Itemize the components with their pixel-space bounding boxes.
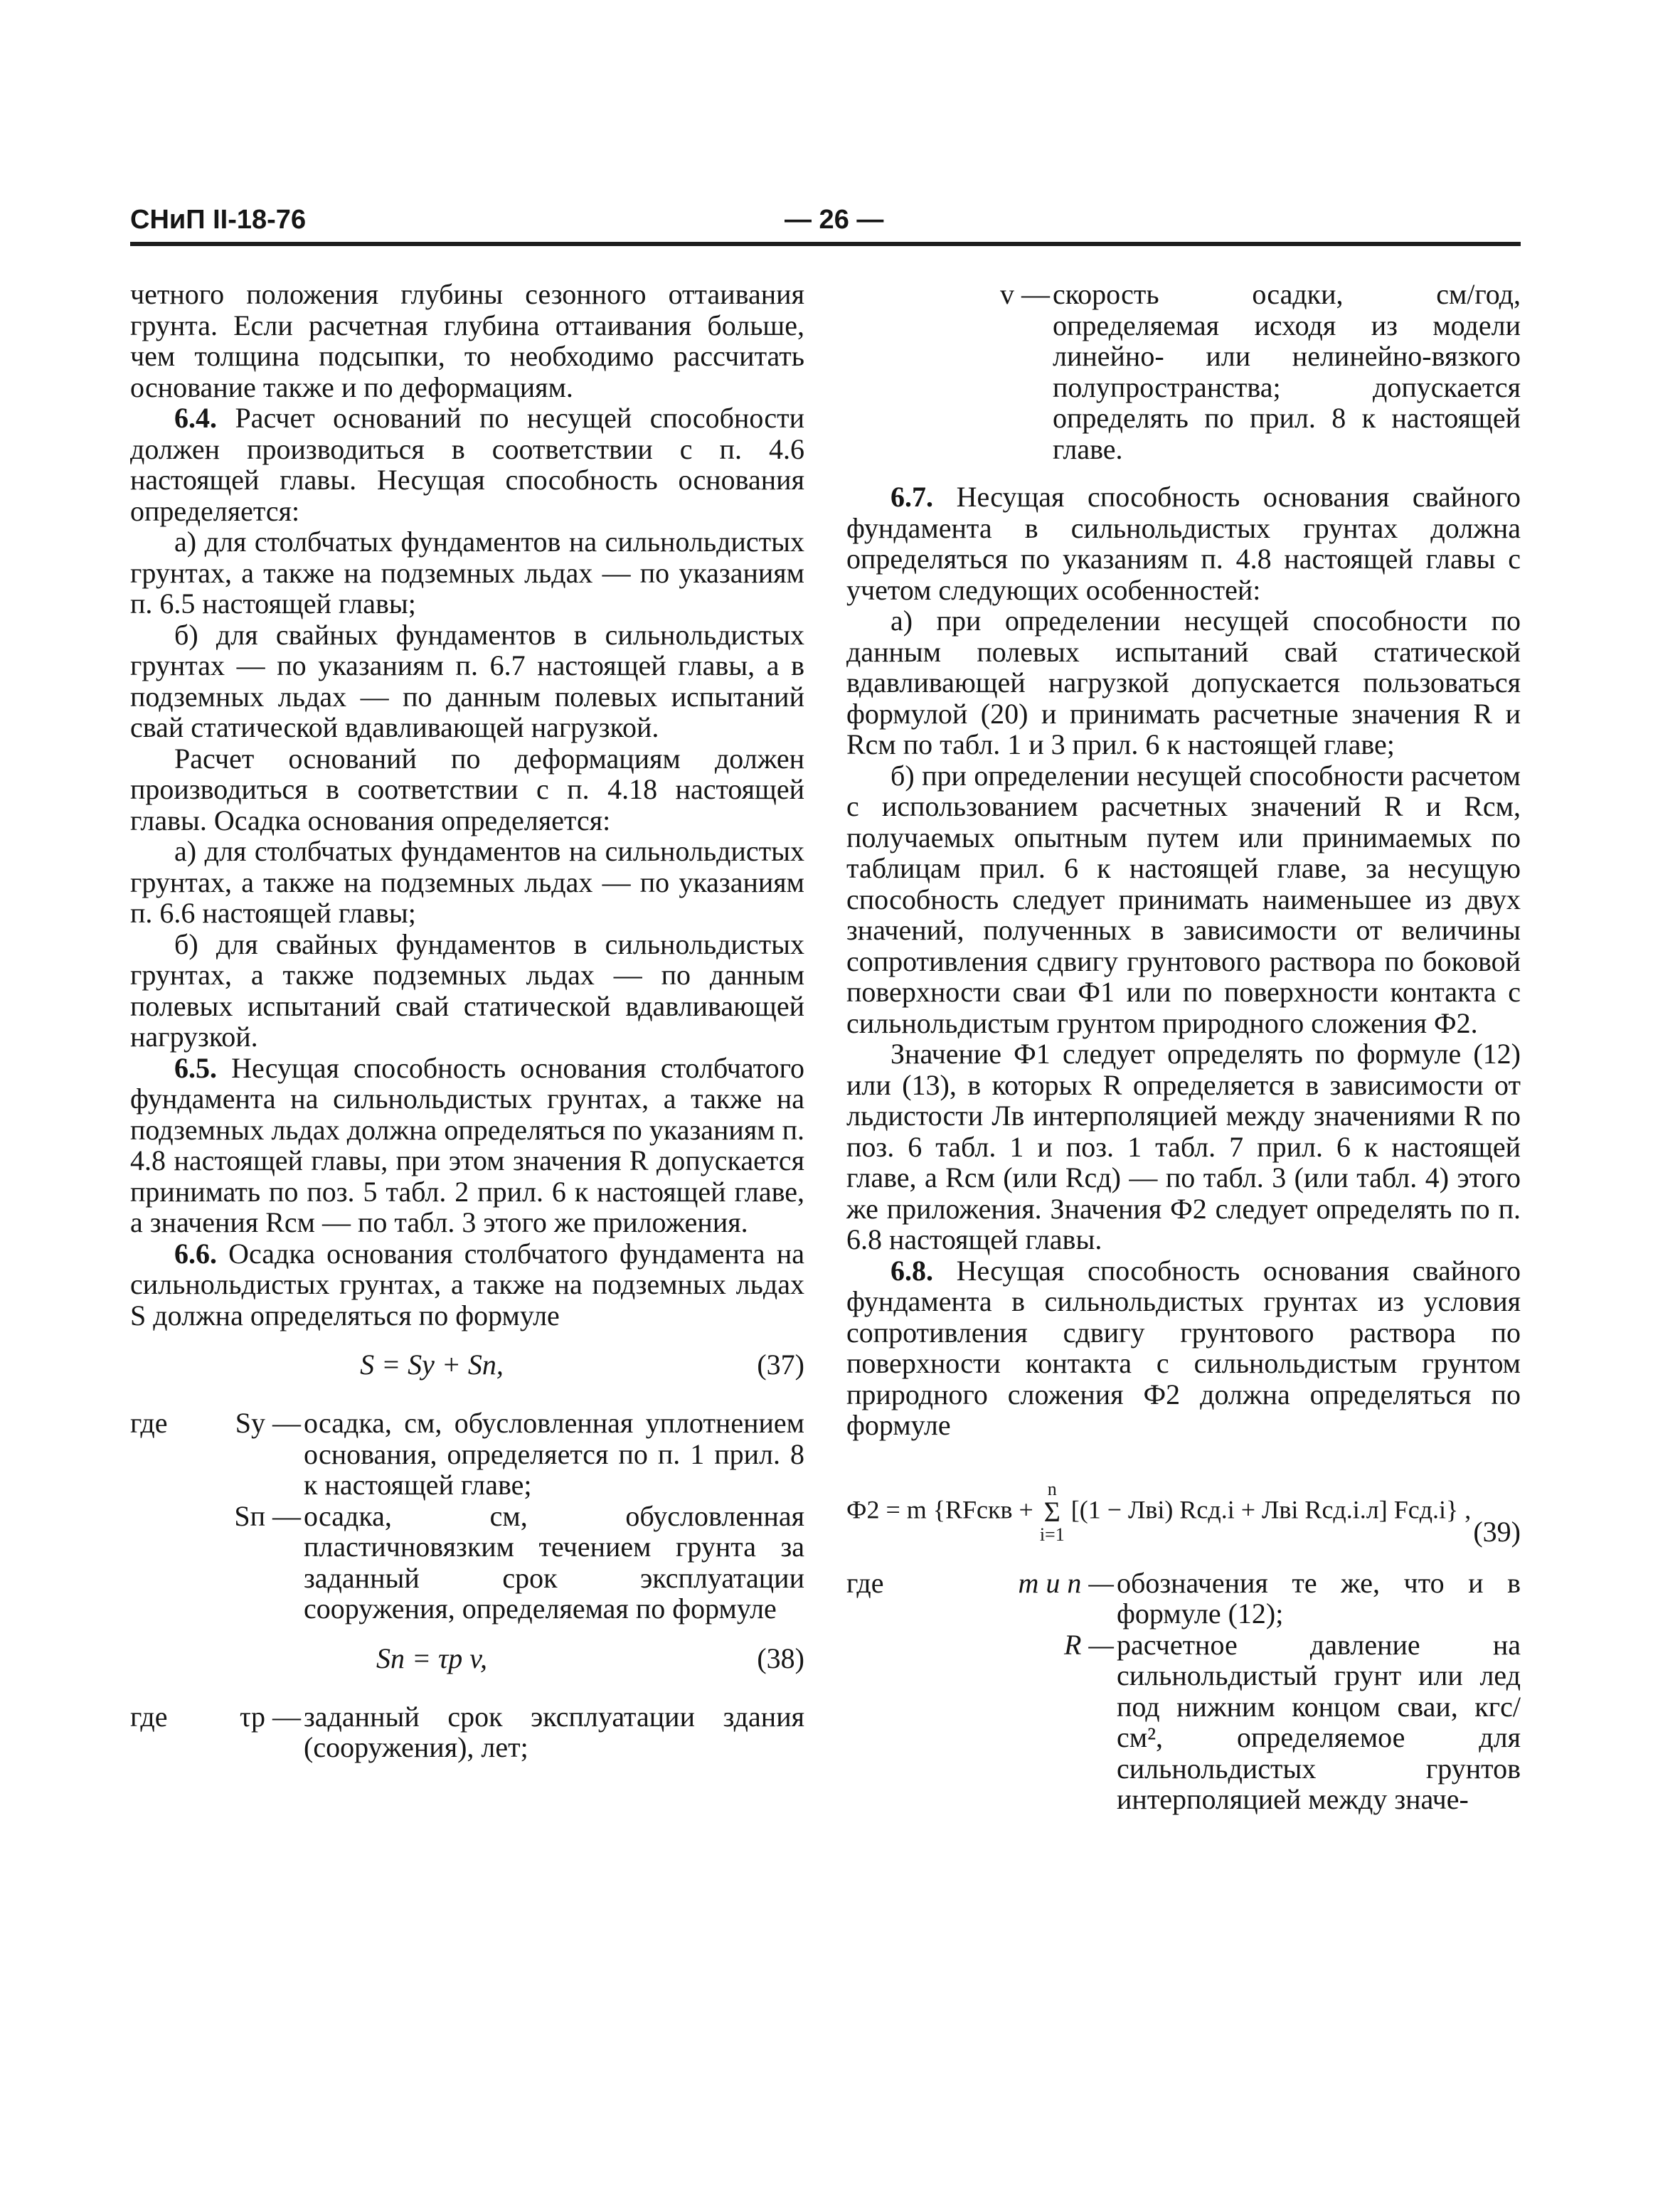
right-column [846,279,1521,1815]
sum-lower: i=1 [1039,1524,1065,1545]
definition-text: заданный срок эксплуатации здания (сооружения), лет; [304,1700,804,1763]
paragraph: а) для столбчатых фундаментов на сильнольдистых грунтах, а также на подземных льдах — по указаниям п. 6.5 настоящей главы; [130,526,804,620]
definition-symbol: m и n — [1018,1566,1114,1599]
definition-text: осадка, см, обусловленная пластичновязким течением грунта за заданный срок эксплуатации сооружения, определяемая по формуле [304,1499,804,1625]
section-text: Несущая способность основания столбчатого фундамента на сильнольдистых грунтах, а также на подземных льдах должна определяться по указаниям п. 4.8 настоящей главы, при этом значения R допускается принимать по поз. 5 табл. 2 прил. 6 к настоящей главе, а значения Rсм — по табл. 3 этого же приложения. [130,1051,805,1238]
where-word: где [846,1566,884,1599]
formula-number: (38) [757,1642,804,1674]
section-6-5 [130,1053,804,1238]
formula-left: Ф2 = m {RFскв + [846,1494,1033,1524]
definition-symbol: R — [1064,1628,1114,1661]
page-header [130,205,1521,248]
paragraph: а) при определении несущей способности по данным полевых испытаний свай статической вдавливающей нагрузкой допускается пользоваться формулой (20) и принимать расчетные значения R и Rсм по табл. 1 и 3 прил. 6 к настоящей главе; [846,605,1521,760]
paragraph: б) для свайных фундаментов в сильнольдистых грунтах, а также подземных льдах — по данным полевых испытаний свай статической вдавливающей нагрузкой. [130,927,804,1053]
sum-operator [1039,1478,1065,1545]
definition-symbol: Sп — [234,1499,301,1532]
left-column [130,279,804,1763]
formula-text: Sп = τр v, [376,1642,488,1674]
sum-sign: Σ [1043,1495,1060,1528]
paragraph: б) для свайных фундаментов в сильнольдистых грунтах — по указаниям п. 6.7 настоящей главы, а в подземных льдах — по данным полевых испытаний свай статической вдавливающей нагрузкой. [130,618,804,743]
section-number: 6.6. [174,1237,217,1270]
definition-r [846,1630,1521,1815]
formula-text [846,1478,1472,1545]
section-text: Несущая способность основания свайного фундамента в сильнольдистых грунтах должна определяться по указаниям п. 4.8 настоящей главы с учетом следующих особенностей: [846,481,1521,606]
section-number: 6.5. [174,1051,217,1084]
definition-text: обозначения те же, что и в формуле (12); [1117,1566,1521,1630]
definition-text: расчетное давление на сильнольдистый грунт или лед под нижним концом сваи, кгс/см², определяемое для сильнольдистых грунтов интерполяцией между значе- [1117,1628,1521,1815]
section-text: Осадка основания столбчатого фундамента на сильнольдистых грунтах, а также на подземных льдах S должна определяться по формуле [130,1237,804,1331]
formula-number: (39) [1473,1515,1521,1548]
formula-37 [130,1349,804,1389]
section-number: 6.8. [890,1254,933,1287]
section-6-7 [846,482,1521,605]
definition-v [846,279,1521,464]
definition-text: скорость осадки, см/год, определяемая исходя из модели линейно- или нелинейно-вязкого полупространства; допускается определять по прил. 8 к настоящей главе. [1053,278,1521,465]
page-number: — 26 — [785,205,884,235]
formula-38 [130,1643,804,1683]
formula-text: S = Sу + Sп, [360,1349,504,1381]
section-number: 6.4. [174,402,217,434]
where-word: где [130,1700,168,1733]
paragraph: Значение Ф1 следует определять по формуле (12) или (13), в которых R определяется в зависимости от льдистости Лв интерполяцией между значениями R по поз. 6 табл. 1 и поз. 1 табл. 7 прил. 6 к настоящей главе, а Rсм (или Rсд) — по табл. 3 (или табл. 4) этого же приложения. Значения Ф2 следует определять по п. 6.8 настоящей главы. [846,1038,1521,1255]
section-6-6 [130,1238,804,1331]
definition-symbol: v — [1000,278,1050,310]
paragraph-continuation: четного положения глубины сезонного оттаивания грунта. Если расчетная глубина оттаивания больше, чем толщина подсыпки, то необходимо рассчитать основание также и по деформациям. [130,278,804,403]
paragraph: б) при определении несущей способности расчетом с использованием расчетных значений R и Rсм, получаемых опытным путем или принимаемых по таблицам прил. 6 к настоящей главе, за несущую способность следует принимать наименьшее из двух значений, полученных в зависимости от величины сопротивления сдвигу грунтового раствора по боковой поверхности сваи Ф1 или по поверхности контакта с сильнольдистым грунтом природного сложения Ф2. [846,759,1521,1039]
definition-tau [130,1701,804,1763]
sum-upper: n [1047,1478,1057,1499]
section-text: Несущая способность основания свайного фундамента в сильнольдистых грунтах из условия сопротивления сдвигу грунтового раствора по поверхности контакта с сильнольдистым грунтом природного сложения Ф2 должна определяться по формуле [846,1254,1521,1441]
section-number: 6.7. [890,481,933,513]
where-word: где [130,1407,168,1439]
formula-right: [(1 − Лвi) Rсд.i + Лвi Rсд.i.л] Fсд.i} , [1070,1494,1472,1524]
definition-symbol: τр — [239,1700,301,1733]
section-text: Расчет оснований по несущей способности должен производиться в соответствии с п. 4.6 настоящей главы. Несущая способность основания определяется: [130,402,804,527]
document-code: СНиП II-18-76 [130,205,307,235]
paragraph: Расчет оснований по деформациям должен производиться в соответствии с п. 4.18 настоящей главы. Осадка основания определяется: [130,742,804,836]
paragraph: а) для столбчатых фундаментов на сильнольдистых грунтах, а также на подземных льдах — по указаниям п. 6.6 настоящей главы; [130,835,804,929]
formula-number: (37) [757,1349,804,1381]
definition-text: осадка, см, обусловленная уплотнением основания, определяется по п. 1 прил. 8 к настоящей главе; [304,1407,804,1501]
section-6-4 [130,403,804,526]
definition-sp [130,1501,804,1625]
section-6-8 [846,1255,1521,1441]
definition-sy [130,1408,804,1501]
header-rule [130,242,1521,246]
definition-symbol: Sу — [235,1407,301,1439]
formula-39 [846,1467,1521,1552]
definition-mn [846,1568,1521,1630]
